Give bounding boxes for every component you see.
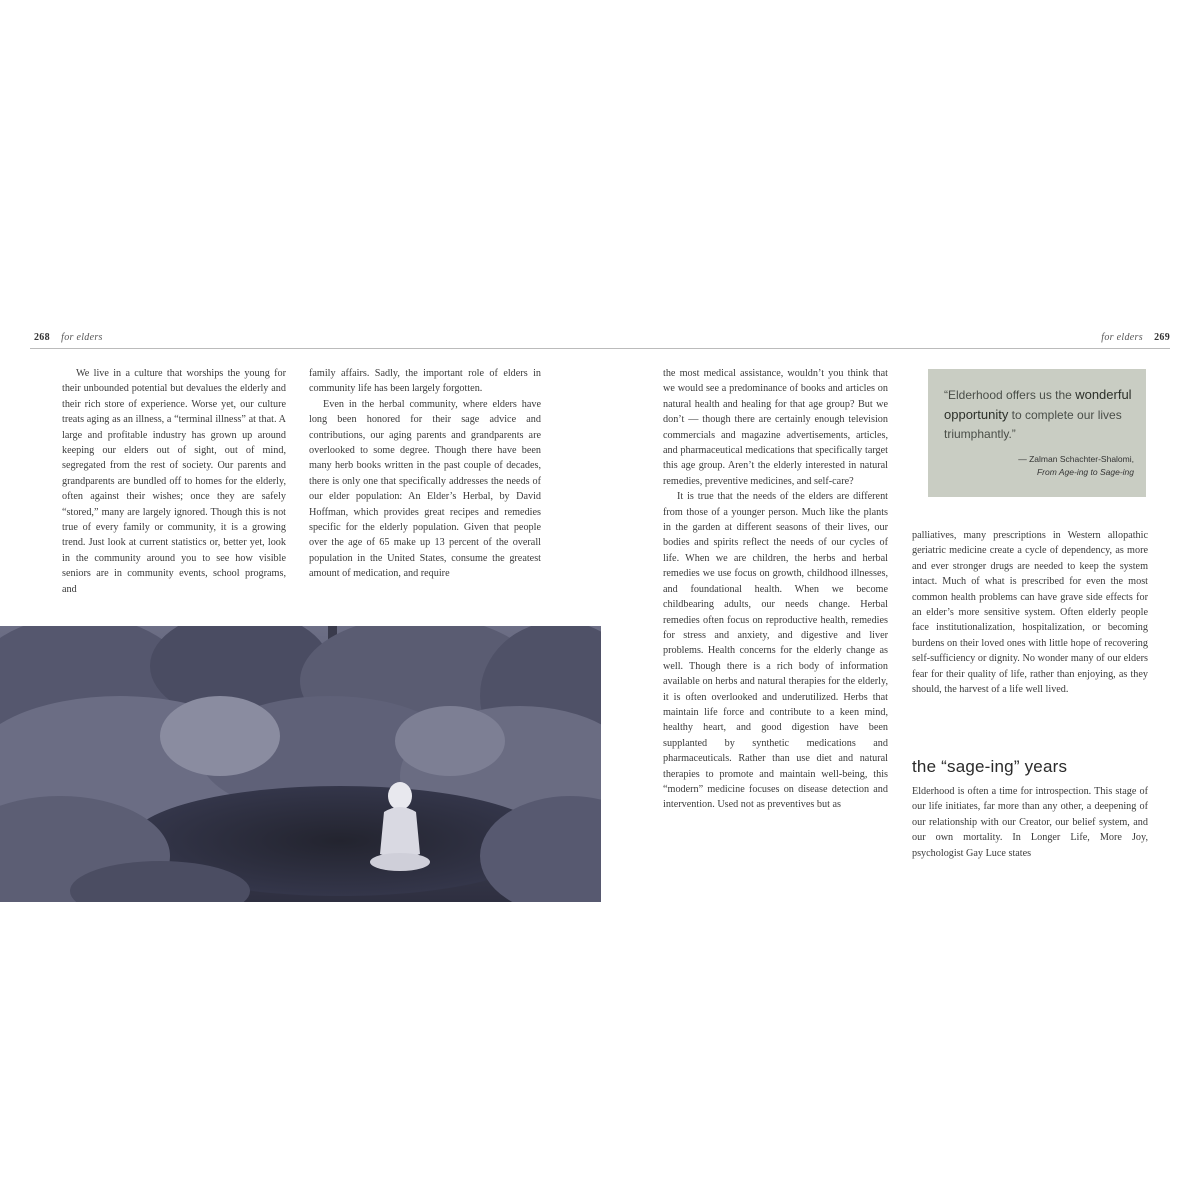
paragraph: It is true that the needs of the elders are different from those of a younger person. Much like the plants in the garden at different seasons of their lives, our bodies and spirits reflect the needs of our cycles of life. When we are children, the herbs and herbal remedies we use focus on growth, childhood illnesses, and foundational health. When we become childbearing adults, our needs change. Herbal remedies often focus on reproductive health, remedies for stress and anxiety, and digestive and liver problems. Health concerns for the elderly change as well. Though there is a rich body of information available on herbs and natural therapies for the elderly, it is often overlooked and underutilized. Herbs that maintain life force and contribute to a keen mind, healthy heart, and good digestion have been supplanted by synthetic medications and pharmaceuticals. Rather than use diet and natural therapies to promote and maintain well-being, this “modern” medicine focuses on disease detection and intervention. Used not as preventives but as <box>663 491 888 811</box>
left-column-1 <box>62 366 286 597</box>
left-header-rule <box>30 348 600 349</box>
right-column-1 <box>663 366 888 813</box>
right-header-rule <box>600 348 1170 349</box>
garden-statue-photo <box>0 626 601 902</box>
paragraph: the most medical assistance, wouldn’t you think that we would see a predominance of books and articles on natural health and healing for that age group? But we don’t — though there are certainly enough television commercials and magazine advertisements, articles, and pharmaceutical medications that specifically target this age group. Aren’t the elderly interested in natural remedies, preventive medicines, and self-care? <box>663 368 888 487</box>
paragraph: Even in the herbal community, where elders have long been honored for their sage advice and contributions, our aging parents and grandparents are overlooked to some degree. Though there have been many herb books written in the past couple of decades, there is only one that specifically addresses the needs of our elder population: An Elder’s Herbal, by David Hoffman, which provides great recipes and remedies specific for the elderly population. Given that people over the age of 65 make up 13 percent of the overall population in the United States, consume the greatest amount of medication, and require <box>309 398 541 580</box>
left-running-head <box>34 332 103 343</box>
right-column-3 <box>912 784 1148 861</box>
paragraph: palliatives, many prescriptions in Western allopathic geriatric medicine create a cycle of dependency, as more and ever stronger drugs are needed to keep the system intact. Much of what is prescribed for even the most common health problems can have grave side effects for an elder’s more sensitive system. Often elderly people face institutionalization, hospitalization, or becoming burdens on their loved ones with little hope of recovering self-sufficiency or dignity. No wonder many of our elders fear for their quality of life, rather than enjoying, as they should, the harvest of a life well lived. <box>912 530 1148 696</box>
right-page-number: 269 <box>1154 332 1170 343</box>
quote-after: to complete our lives triumphantly.” <box>944 408 1122 441</box>
pull-quote-box <box>928 369 1146 497</box>
pull-quote-attribution <box>1018 453 1134 479</box>
pull-quote-text <box>944 385 1144 444</box>
photo-illustration <box>0 626 601 902</box>
quote-before: “Elderhood offers us the <box>944 388 1076 402</box>
left-column-2 <box>309 366 541 582</box>
quote-emphasis: wonderful opportunity <box>944 387 1132 422</box>
left-running-title: for elders <box>61 332 103 343</box>
quote-author: — Zalman Schachter-Shalomi, <box>1018 454 1134 464</box>
paragraph: family affairs. Sadly, the important role of elders in community life has been largely forgotten. <box>309 368 541 395</box>
left-page-number: 268 <box>34 332 50 343</box>
section-heading: the “sage-ing” years <box>912 757 1068 776</box>
quote-source: From Age-ing to Sage-ing <box>1036 467 1134 477</box>
right-column-2 <box>912 528 1148 697</box>
paragraph: We live in a culture that worships the young for their unbounded potential but devalues the elderly and their rich store of experience. Worse yet, our culture treats aging as an illness, a “terminal illness” at that. A large and profitable industry has grown up around keeping our elders out of sight, out of mind, segregated from the rest of society. Our parents and grandparents are bundled off to homes for the elderly, often against their wishes; once they are safely “stored,” many are largely ignored. Though this is not true of every family or community, it is a growing trend. Just look at current statistics or, better yet, look in the community around you to see how visible seniors are in community events, school programs, and <box>62 368 286 595</box>
right-running-title: for elders <box>1101 332 1143 343</box>
right-running-head <box>1101 332 1170 343</box>
paragraph: Elderhood is often a time for introspection. This stage of our life initiates, far more than any other, a deepening of our relationship with our Creator, our belief system, and our own mortality. In Longer Life, More Joy, psychologist Gay Luce states <box>912 786 1148 859</box>
